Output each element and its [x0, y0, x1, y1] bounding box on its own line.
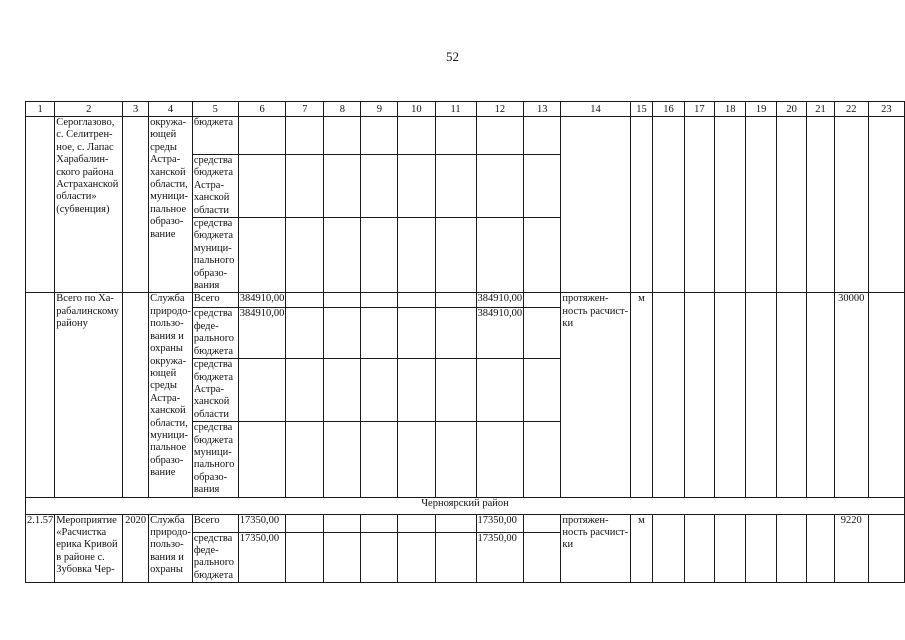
funding-source: бюджета	[192, 117, 238, 155]
table-row	[26, 117, 905, 155]
col-header: 23	[868, 102, 904, 117]
budget-table	[25, 101, 905, 583]
col-header: 19	[746, 102, 776, 117]
amount-cell: 384910,00	[476, 308, 524, 359]
col-header: 3	[123, 102, 149, 117]
table-row	[26, 514, 905, 532]
indicator-value: 30000	[834, 293, 868, 497]
indicator-name: протяжен-ность расчист-ки	[561, 293, 630, 497]
col-header: 13	[524, 102, 561, 117]
col-header: 12	[476, 102, 524, 117]
col-header: 8	[324, 102, 361, 117]
agency-name: окружа-ющей среды Астра-ханской области, муници-пальное образо-вание	[149, 117, 193, 293]
col-header: 16	[653, 102, 684, 117]
section-title: Черноярский район	[26, 497, 905, 514]
amount-cell: 384910,00	[238, 308, 286, 359]
col-header: 10	[398, 102, 435, 117]
col-header: 22	[834, 102, 868, 117]
funding-source: средства бюджета муници-пального образо-вания	[192, 218, 238, 293]
activity-name: Сероглазово, с. Селитрен-ное, с. Лапас Харабалин-ского района Астраханской области» (субвенция)	[55, 117, 123, 293]
amount-cell: 17350,00	[238, 532, 286, 583]
col-header: 2	[55, 102, 123, 117]
column-number-row	[26, 102, 905, 117]
indicator-unit: м	[630, 514, 653, 583]
district-total-label: Всего по Ха-рабалинскому району	[55, 293, 123, 497]
amount-cell: 17350,00	[476, 532, 524, 583]
col-header: 15	[630, 102, 653, 117]
col-header: 20	[776, 102, 806, 117]
col-header: 7	[286, 102, 324, 117]
col-header: 11	[435, 102, 476, 117]
activity-name: Мероприятие «Расчистка ерика Кривой в районе с. Зубовка Чер-	[55, 514, 123, 583]
funding-source: Всего	[192, 514, 238, 532]
funding-source: средства бюджета Астра-ханской области	[192, 359, 238, 422]
indicator-name: протяжен-ность расчист-ки	[561, 514, 630, 583]
agency-name: Служба природо-пользо-вания и охраны окружа-ющей среды Астра-ханской области, муници-пальное образо-вание	[149, 293, 193, 497]
agency-name: Служба природо-пользо-вания и охраны	[149, 514, 193, 583]
funding-source: средства бюджета муници-пального образо-вания	[192, 422, 238, 497]
amount-cell: 384910,00	[476, 293, 524, 308]
col-header: 5	[192, 102, 238, 117]
indicator-value: 9220	[834, 514, 868, 583]
funding-source: средства феде-рального бюджета	[192, 532, 238, 583]
col-header: 6	[238, 102, 286, 117]
section-row	[26, 497, 905, 514]
amount-cell: 17350,00	[238, 514, 286, 532]
activity-number: 2.1.57	[26, 514, 55, 583]
col-header: 17	[684, 102, 714, 117]
col-header: 1	[26, 102, 55, 117]
table-row	[26, 293, 905, 308]
amount-cell: 384910,00	[238, 293, 286, 308]
col-header: 9	[361, 102, 398, 117]
col-header: 14	[561, 102, 630, 117]
col-header: 21	[807, 102, 835, 117]
activity-year: 2020	[123, 514, 149, 583]
funding-source: средства феде-рального бюджета	[192, 308, 238, 359]
page-number: 52	[446, 49, 459, 64]
funding-source: Всего	[192, 293, 238, 308]
indicator-unit: м	[630, 293, 653, 497]
funding-source: средства бюджета Астра-ханской области	[192, 155, 238, 218]
col-header: 4	[149, 102, 193, 117]
amount-cell: 17350,00	[476, 514, 524, 532]
col-header: 18	[715, 102, 746, 117]
